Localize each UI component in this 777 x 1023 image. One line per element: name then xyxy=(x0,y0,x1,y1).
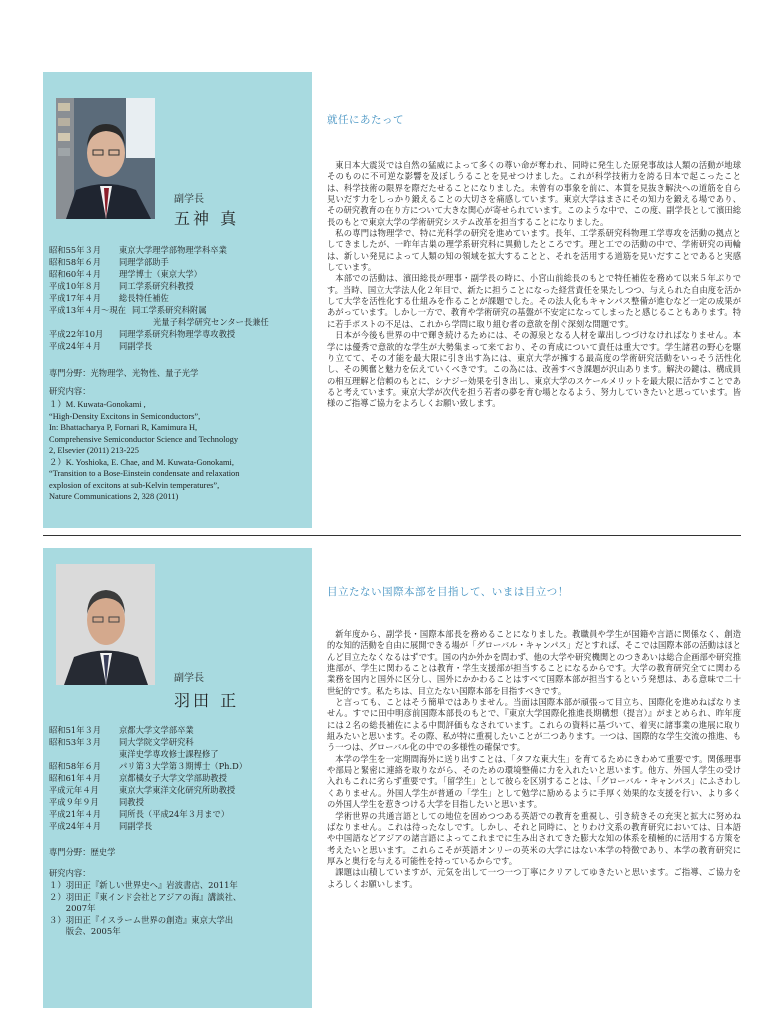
paragraph: 日本が今後も世界の中で輝き続けるためには、その源泉となる人材を輩出しつづけなければなりません。本学には優秀で意欲的な学生が大勢集まって来ており、その育成について責任は重大です。学生諸君の野心を駆り立てて、その才能を最大限に引き出す為には、東京大学が擁する最高度の学術研究活動をいっそう活性化し、その興奮と魅力を伝えていくべきです。この為には、改善すべき課題が沢山あります。解決の鍵は、構成員の相互理解と信頼のもとに、シナジー効果を引き出し、東京大学のスケールメリットを最大限に活かすことであると考えています。東京大学が次代を担う若者の夢を育む場となるよう、努力していきたいと思っています。皆様のご指導ご協力をよろしくお願い致します。 xyxy=(327,330,741,409)
reference-list xyxy=(49,880,308,938)
paragraph: 私の専門は物理学で、特に光科学の研究を進めています。長年、工学系研究科物理工学専攻を活動の拠点としてきましたが、一昨年古巣の理学系研究科に異動したところです。理と工での活動の中で、学術研究の両輪は、新しい発見によって人類の知の領域を拡大することと、それを活用する道筋を見いだすことであると実感しています。 xyxy=(327,228,741,273)
career-row: 昭和60年４月 理学博士（東京大学） xyxy=(49,269,202,279)
reference-line: １）M. Kuwata-Gonokami , xyxy=(49,400,146,409)
reference-line: Comprehensive Semiconductor Science and Technology xyxy=(49,434,239,444)
career-row: 平成元年４月 東京大学東洋文化研究所助教授 xyxy=(49,785,236,795)
person-role: 副学長 xyxy=(174,673,204,684)
paragraph: 東日本大震災では自然の猛威によって多くの尊い命が奪われ、同時に発生した原発事故は人類の活動が地球そのものに不可逆な影響を及ぼしうることを見せつけました。これが科学技術力を誇る日本で起こったことは、科学技術の限界を際だたせることになりました。未曾有の事象を前に、本質を見抜き解決への道筋を自ら見いだす力をしっかり鍛えることの大切さを痛感しています。東京大学はまさにその知力を鍛える場であり、その研究教育の在り方について大きな関心が寄せられています。このような中で、この度、副学長として濱田総長のもとで東京大学の学術研究システム改革を担当することになりました。 xyxy=(327,160,741,227)
career-row: 東洋史学専攻修士課程修了 xyxy=(119,749,219,759)
reference-line: “Transition to a Bose-Einstein condensate and relaxation xyxy=(49,469,240,478)
career-row: 平成21年４月 同所長（平成24年３月まで） xyxy=(49,809,230,819)
career-row: 昭和53年３月 同大学院文学研究科 xyxy=(49,737,194,747)
career-list xyxy=(49,244,269,352)
paragraph: 学術世界の共通言語としての地位を固めつつある英語での教育を重視し、引き続きその充実と拡大に努めねばなりません。これは待ったなしです。しかし、それと同時に、とりわけ文系の教育研究においては、日本語や中国語などアジアの諸言語によってこれまでに生み出されてきた膨大な知の体系を積極的に活用する方策を考えたいと思います。これらこそが英語オンリーの英米の大学にはない本学の特徴であり、本学の教育研究に厚みと奥行を与える可能性を持っているからです。 xyxy=(327,810,741,866)
career-row: 平成22年10月 同理学系研究科物理学専攻教授 xyxy=(49,329,236,339)
reference-line: 2007年 xyxy=(49,903,96,913)
research-heading: 研究内容： xyxy=(49,868,91,878)
career-row: 昭和58年６月 同理学部助手 xyxy=(49,257,169,267)
profile-sidebar-2 xyxy=(43,548,312,1008)
career-row: 平成24年４月 同副学長 xyxy=(49,821,153,831)
career-row: 昭和61年４月 京都橘女子大学文学部助教授 xyxy=(49,773,227,783)
paragraph: 本部での活動は、濱田総長が理事・副学長の時に、小宮山前総長のもとで特任補佐を務めて以来５年ぶりです。当時、国立大学法人化２年目で、新たに担うことになった経営責任を果たしつつ、与えられた自由度を活かして大学を活性化する仕組みを作ることが課題でした。その法人化もキャンパス整備が進むなど一定の成果があがっています。しかし一方で、教育や学術研究の基盤が不安定になってしまったと感じることもあります。特に若手ポストの不足は、これから学問に取り組む者の意欲を削ぐ深刻な問題です。 xyxy=(327,273,741,329)
reference-line: ２）K. Yoshioka, E. Chae, and M. Kuwata-Gonokami, xyxy=(49,457,234,467)
career-row: 光量子科学研究センター長兼任 xyxy=(153,317,269,327)
paragraph: 本学の学生を一定期間海外に送り出すことは、「タフな東大生」を育てるためにきわめて重要です。関係理事や部局と緊密に連絡を取りながら、そのための環境整備に力を入れたいと思います。他方、外国人学生の受け入れもこれに劣らず重要です。「留学生」として彼らを区別することは、「グローバル・キャンパス」にふさわしくありません。外国人学生が普通の「学生」として勉学に励めるように手厚く効果的な支援を行い、より多くの外国人学生を惹きつける大学を目指したいと思います。 xyxy=(327,753,741,810)
reference-line: “High-Density Excitons in Semiconductors”, xyxy=(49,411,201,421)
person-name: 五神 真 xyxy=(174,209,240,228)
reference-line: ３）羽田正『イスラーム世界の創造』東京大学出 xyxy=(49,914,234,925)
research-field: 専門分野：光物理学、光物性、量子光学 xyxy=(49,368,199,378)
portrait-photo xyxy=(56,98,155,219)
career-row: 平成13年４月～現在 同工学系研究科附属 xyxy=(49,305,207,315)
reference-line: １）羽田正『新しい世界史へ』岩波書店、2011年 xyxy=(49,880,238,890)
reference-line: 2, Elsevier (2011) 213-225 xyxy=(49,446,139,455)
reference-list xyxy=(49,399,308,503)
person-name: 羽田 正 xyxy=(174,691,240,710)
article-1 xyxy=(327,112,741,410)
profile-sidebar-1 xyxy=(43,72,312,528)
career-list xyxy=(49,724,247,832)
paragraph: 新年度から、副学長・国際本部長を務めることになりました。教職員や学生が国籍や言語に関係なく、創造的な知的活動を自由に展開できる場が「グローバル・キャンパス」だとすれば、そこでは国際本部の活動はほとんど目立たなくなるはずです。国の内か外かを問わず、他の大学や研究機関とのつきあいは総合企画部や研究推進部が、学生に関わることは教育・学生支援部が担当することになるからです。大学の教育研究全てに関わる業務を国内と国外に区分し、国外にかかわることはすべて国際本部が担当するという発想は、ある意味で二十世紀的です。私たちは、目立たない国際本部を目指すべきです。 xyxy=(327,629,741,696)
career-row: 平成24年４月 同副学長 xyxy=(49,341,153,351)
career-row: 平成17年４月 総長特任補佐 xyxy=(49,293,169,303)
reference-line: Nature Communications 2, 328 (2011) xyxy=(49,492,179,501)
reference-line: explosion of excitons at sub-Kelvin temperatures”, xyxy=(49,480,220,490)
reference-line: 版会、2005年 xyxy=(49,926,121,936)
paragraph: と言っても、ことはそう簡単ではありません。当面は国際本部が頑張って目立ち、国際化を進めねばなりません。すでに田中明彦前国際本部長のもとで、『東京大学国際化推進長期構想（提言）』がまとめられ、昨年度には２名の総長補佐による中間評価もなされています。これらの資料に基づいて、着実に諸事業の進展に取り組みたいと思います。その際、私が特に重視したいことが二つあります。一つは、国際的な学生交流の推進、もう一つは、グローバル化の中での多様性の確保です。 xyxy=(327,697,741,753)
career-row: 平成９年９月 同教授 xyxy=(49,797,144,807)
reference-line: ２）羽田正『東インド会社とアジアの海』講談社、 xyxy=(49,891,242,902)
article-title: 就任にあたって xyxy=(327,114,404,126)
career-row: 昭和58年６月 パリ第３大学第３期博士（Ph.D） xyxy=(49,761,248,771)
portrait-photo xyxy=(56,564,155,685)
career-row: 昭和55年３月 東京大学理学部物理学科卒業 xyxy=(49,245,227,255)
article-body xyxy=(327,160,741,410)
career-row: 昭和51年３月 京都大学文学部卒業 xyxy=(49,725,194,735)
article-body xyxy=(327,629,741,890)
person-role: 副学長 xyxy=(174,194,204,205)
career-row: 平成10年８月 同工学系研究科教授 xyxy=(49,281,194,291)
paragraph: 課題は山積していますが、元気を出して一つ一つ丁寧にクリアしてゆきたいと思います。ご指導、ご協力をよろしくお願いします。 xyxy=(327,867,741,889)
reference-line: In: Bhattacharya P, Fornari R, Kamimura H, xyxy=(49,423,198,432)
research-heading: 研究内容： xyxy=(49,386,91,396)
article-title: 目立たない国際本部を目指して、いまは目立つ！ xyxy=(327,586,569,598)
research-field: 専門分野：歴史学 xyxy=(49,847,116,857)
article-2 xyxy=(327,584,741,890)
section-divider xyxy=(43,535,741,536)
